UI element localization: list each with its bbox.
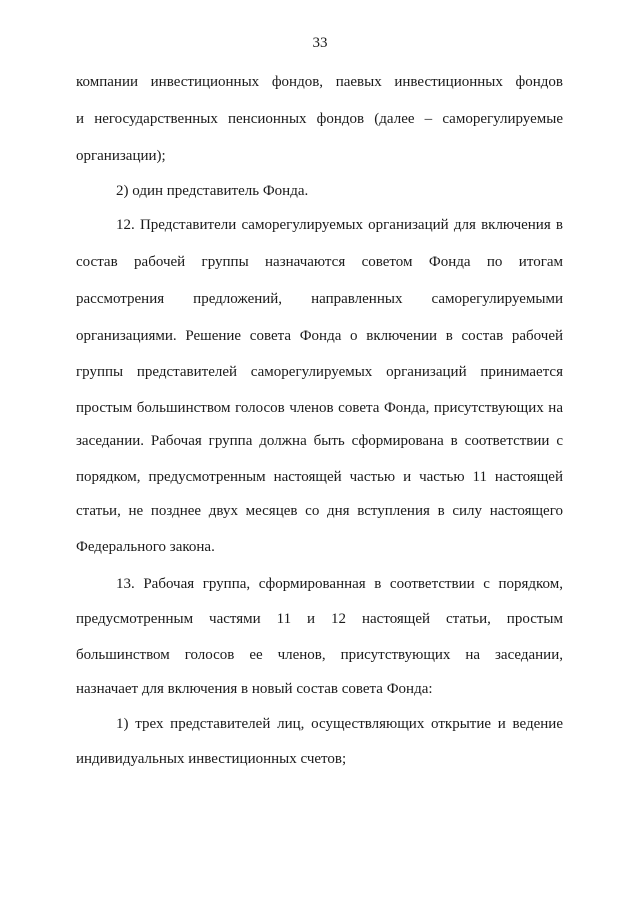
text-line: индивидуальных инвестиционных счетов; [76,751,347,767]
text-line: организациями. Решение совета Фонда о включении в состав рабочей [76,328,563,344]
text-line: порядком, предусмотренным настоящей частью и частью 11 настоящей [76,469,563,485]
text-line: организации); [76,148,166,164]
text-line: заседании. Рабочая группа должна быть сформирована в соответствии с [76,433,563,449]
text-line: большинством голосов ее членов, присутствующих на заседании, [76,647,563,663]
text-line: 13. Рабочая группа, сформированная в соответствии с порядком, [116,576,563,592]
text-line: группы представителей саморегулируемых организаций принимается [76,364,563,380]
text-line: рассмотрения предложений, направленных саморегулируемыми [76,291,563,307]
text-line: 2) один представитель Фонда. [116,183,309,199]
text-line: и негосударственных пенсионных фондов (далее – саморегулируемые [76,111,563,127]
text-line: назначает для включения в новый состав совета Фонда: [76,681,433,697]
text-line: 1) трех представителей лиц, осуществляющих открытие и ведение [116,716,563,732]
text-line: компании инвестиционных фондов, паевых инвестиционных фондов [76,74,563,90]
text-line: статьи, не позднее двух месяцев со дня вступления в силу настоящего [76,503,563,519]
page-number: 33 [312,35,328,51]
text-line: состав рабочей группы назначаются советом Фонда по итогам [76,254,563,270]
text-line: Федерального закона. [76,539,215,555]
text-line: предусмотренным частями 11 и 12 настоящей статьи, простым [76,611,563,627]
text-line: 12. Представители саморегулируемых организаций для включения в [116,217,563,233]
text-line: простым большинством голосов членов совета Фонда, присутствующих на [76,400,563,416]
